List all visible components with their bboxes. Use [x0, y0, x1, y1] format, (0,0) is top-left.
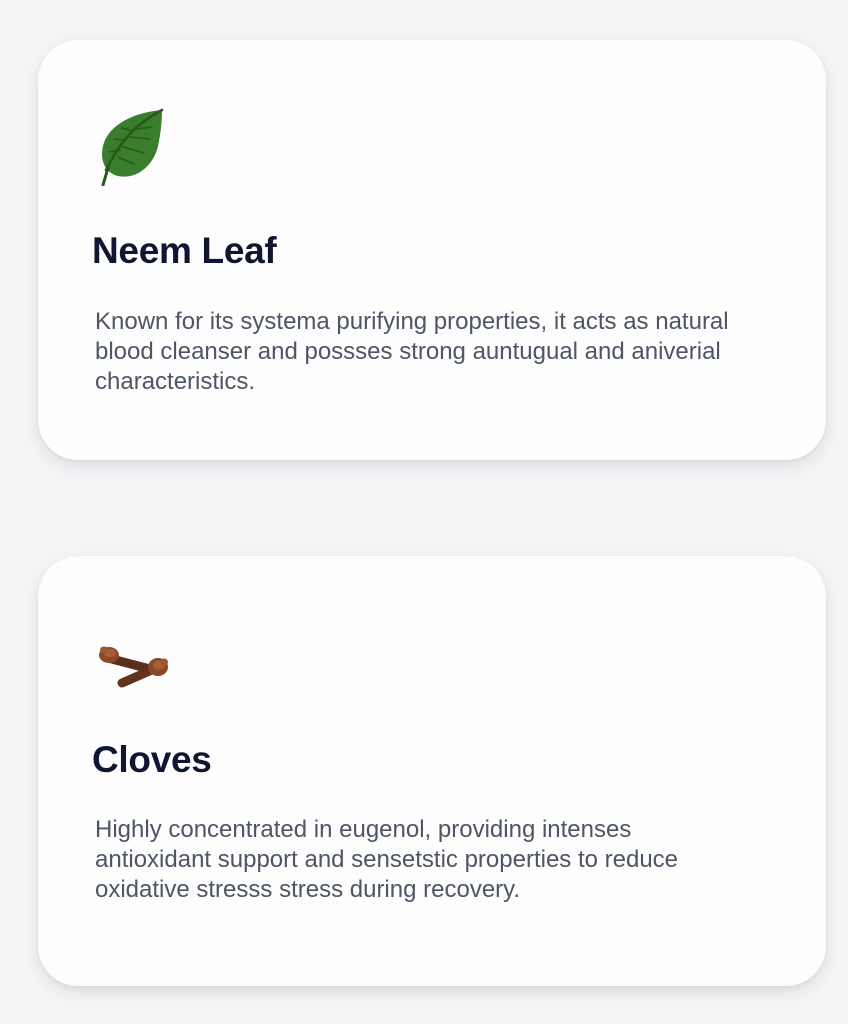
card-title: Cloves [92, 739, 212, 780]
ingredient-card-cloves [38, 556, 826, 986]
card-description: Highly concentrated in eugenol, providing intenses antioxidant support and sensetstic properties to reduce oxidative stresss stress during recovery. [95, 816, 679, 903]
card-title: Neem Leaf [92, 230, 277, 271]
ingredient-card-neem-leaf [38, 40, 826, 460]
cloves-icon [96, 636, 172, 692]
leaf-icon [96, 106, 166, 186]
card-description: Known for its systema purifying properties, it acts as natural blood cleanser and possses strong auntugual and aniverial characteristics. [95, 308, 729, 395]
